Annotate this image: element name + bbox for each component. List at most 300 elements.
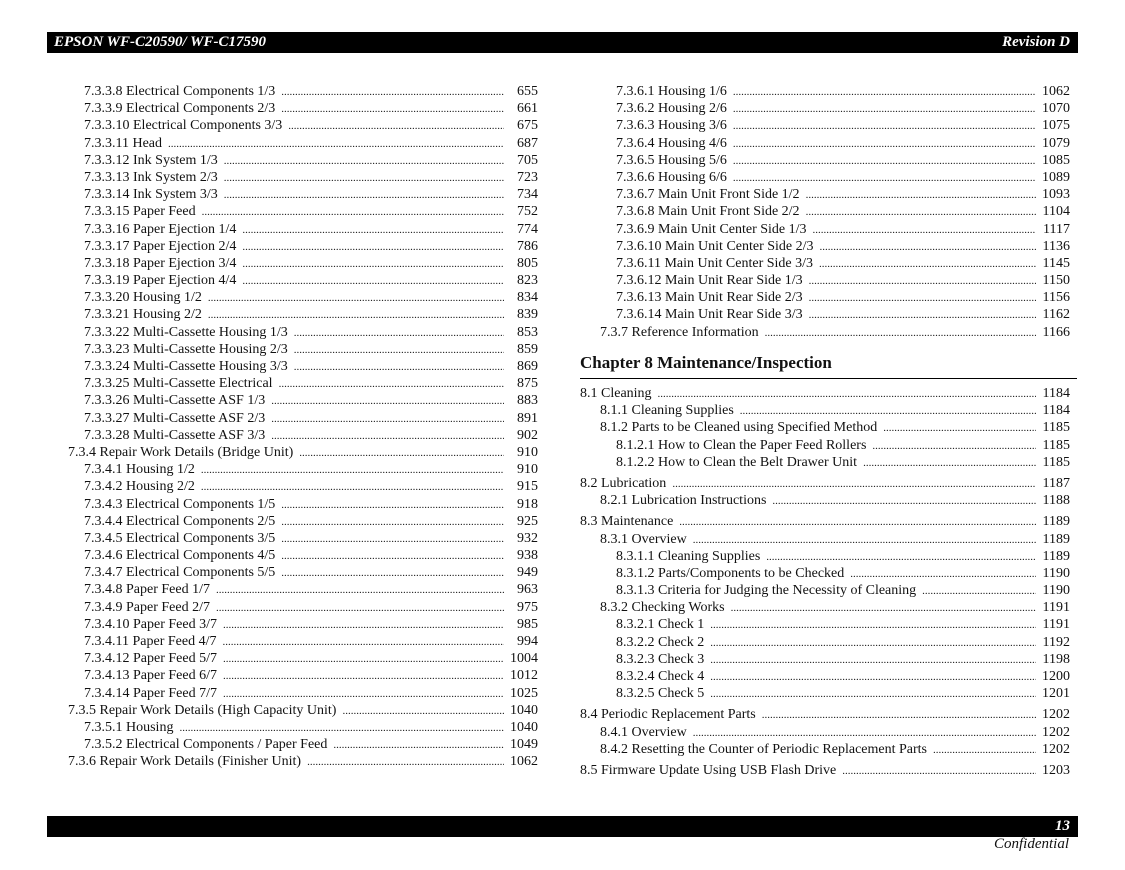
toc-leader-dots bbox=[201, 462, 504, 479]
toc-leader-dots bbox=[883, 420, 1036, 437]
toc-entry-title: 7.3.6.2 Housing 2/6 bbox=[616, 101, 727, 117]
toc-entry-page: 1189 bbox=[1042, 548, 1070, 564]
footer-bar bbox=[47, 816, 1078, 837]
document-title: EPSON WF-C20590/ WF-C17590 bbox=[54, 34, 266, 50]
toc-entry-page: 687 bbox=[517, 135, 538, 151]
toc-entry-title: 8.4.1 Overview bbox=[600, 724, 687, 740]
toc-entry[interactable] bbox=[580, 169, 1070, 186]
toc-entry-title: 7.3.4.13 Paper Feed 6/7 bbox=[84, 668, 217, 684]
toc-leader-dots bbox=[710, 669, 1036, 686]
toc-entry[interactable] bbox=[68, 100, 538, 117]
toc-entry[interactable] bbox=[580, 289, 1070, 306]
toc-leader-dots bbox=[733, 84, 1036, 101]
toc-leader-dots bbox=[806, 204, 1036, 221]
toc-leader-dots bbox=[733, 101, 1036, 118]
toc-entry[interactable] bbox=[580, 238, 1070, 255]
toc-leader-dots bbox=[766, 549, 1036, 566]
toc-entry-page: 925 bbox=[517, 513, 538, 529]
toc-entry[interactable] bbox=[580, 203, 1070, 220]
toc-entry-page: 1162 bbox=[1042, 307, 1070, 323]
header-bar bbox=[47, 32, 1078, 53]
toc-entry-page: 915 bbox=[517, 479, 538, 495]
toc-entry[interactable] bbox=[580, 100, 1070, 117]
toc-leader-dots bbox=[294, 342, 504, 359]
toc-leader-dots bbox=[710, 635, 1036, 652]
toc-entry-page: 1203 bbox=[1042, 762, 1070, 778]
toc-leader-dots bbox=[333, 737, 504, 754]
toc-entry-page: 875 bbox=[517, 376, 538, 392]
toc-entry-page: 1104 bbox=[1042, 204, 1070, 220]
toc-leader-dots bbox=[201, 479, 504, 496]
toc-entry[interactable] bbox=[580, 616, 1070, 633]
toc-entry-title: 7.3.3.23 Multi-Cassette Housing 2/3 bbox=[84, 341, 288, 357]
toc-entry-page: 1117 bbox=[1043, 221, 1070, 237]
toc-entry[interactable] bbox=[68, 152, 538, 169]
toc-entry-title: 7.3.6.13 Main Unit Rear Side 2/3 bbox=[616, 290, 803, 306]
toc-entry-title: 7.3.4.8 Paper Feed 1/7 bbox=[84, 582, 210, 598]
toc-entry-page: 1189 bbox=[1042, 531, 1070, 547]
toc-entry-page: 1202 bbox=[1042, 707, 1070, 723]
toc-entry[interactable] bbox=[68, 702, 538, 719]
toc-leader-dots bbox=[693, 725, 1036, 742]
toc-entry-page: 1198 bbox=[1042, 651, 1070, 667]
toc-entry[interactable] bbox=[580, 548, 1070, 565]
toc-entry-title: 7.3.3.20 Housing 1/2 bbox=[84, 290, 202, 306]
toc-entry-title: 8.3.1 Overview bbox=[600, 531, 687, 547]
toc-entry-title: 7.3.5 Repair Work Details (High Capacity Unit) bbox=[68, 702, 337, 718]
toc-entry-page: 1062 bbox=[1042, 84, 1070, 99]
toc-entry-page: 1075 bbox=[1042, 118, 1070, 134]
toc-entry[interactable] bbox=[68, 633, 538, 650]
toc-leader-dots bbox=[710, 652, 1036, 669]
toc-entry-title: 7.3.4.7 Electrical Components 5/5 bbox=[84, 565, 276, 581]
toc-leader-dots bbox=[271, 428, 504, 445]
toc-entry-page: 869 bbox=[517, 359, 538, 374]
toc-leader-dots bbox=[168, 136, 504, 153]
toc-entry[interactable] bbox=[68, 616, 538, 633]
toc-entry-title: 7.3.3.15 Paper Feed bbox=[84, 204, 196, 220]
confidential-label: Confidential bbox=[994, 836, 1069, 852]
toc-entry[interactable] bbox=[580, 83, 1070, 100]
toc-entry-title: 7.3.6.14 Main Unit Rear Side 3/3 bbox=[616, 307, 803, 323]
toc-entry-title: 8.3.2.1 Check 1 bbox=[616, 617, 705, 633]
toc-entry-title: 7.3.4.11 Paper Feed 4/7 bbox=[84, 634, 217, 649]
toc-entry-title: 8.1.1 Cleaning Supplies bbox=[600, 403, 734, 419]
toc-entry[interactable] bbox=[68, 530, 538, 547]
toc-leader-dots bbox=[809, 273, 1036, 290]
toc-entry-title: 8.3.1.2 Parts/Components to be Checked bbox=[616, 565, 845, 581]
toc-leader-dots bbox=[863, 455, 1036, 472]
toc-entry-page: 1187 bbox=[1042, 475, 1070, 491]
toc-entry-page: 1040 bbox=[510, 702, 538, 718]
toc-entry-page: 859 bbox=[517, 341, 538, 357]
toc-leader-dots bbox=[672, 476, 1036, 493]
toc-entry-page: 1025 bbox=[510, 685, 538, 701]
toc-leader-dots bbox=[222, 634, 504, 651]
toc-leader-dots bbox=[850, 566, 1036, 583]
toc-entry-title: 8.3.2 Checking Works bbox=[600, 600, 725, 616]
toc-entry-page: 1093 bbox=[1042, 187, 1070, 203]
toc-entry[interactable] bbox=[580, 186, 1070, 203]
toc-entry[interactable] bbox=[580, 402, 1070, 419]
toc-entry-page: 823 bbox=[517, 273, 538, 289]
toc-entry[interactable] bbox=[68, 444, 538, 461]
toc-entry-title: 7.3.3.11 Head bbox=[84, 135, 163, 151]
toc-entry[interactable] bbox=[68, 221, 538, 238]
toc-entry-page: 834 bbox=[517, 290, 538, 306]
toc-entry-title: 7.3.6 Repair Work Details (Finisher Unit) bbox=[68, 754, 302, 770]
toc-leader-dots bbox=[733, 118, 1036, 135]
toc-entry[interactable] bbox=[580, 724, 1070, 741]
toc-entry-page: 1189 bbox=[1042, 514, 1070, 530]
toc-entry-page: 918 bbox=[517, 496, 538, 512]
toc-entry-page: 910 bbox=[517, 444, 538, 460]
toc-leader-dots bbox=[809, 307, 1036, 324]
toc-leader-dots bbox=[809, 290, 1036, 307]
toc-leader-dots bbox=[806, 187, 1036, 204]
toc-entry[interactable] bbox=[68, 135, 538, 152]
toc-entry[interactable] bbox=[580, 419, 1070, 436]
toc-entry-title: 7.3.6.7 Main Unit Front Side 1/2 bbox=[616, 187, 800, 203]
toc-entry-title: 8.1.2.2 How to Clean the Belt Drawer Unit bbox=[616, 454, 858, 470]
toc-entry-page: 675 bbox=[517, 118, 538, 134]
toc-entry[interactable] bbox=[580, 152, 1070, 169]
toc-entry-page: 1185 bbox=[1042, 420, 1070, 436]
toc-entry-title: 7.3.3.24 Multi-Cassette Housing 3/3 bbox=[84, 359, 288, 374]
toc-entry[interactable] bbox=[580, 385, 1070, 402]
toc-leader-dots bbox=[271, 393, 504, 410]
toc-entry[interactable] bbox=[68, 736, 538, 753]
toc-entry-page: 1188 bbox=[1042, 493, 1070, 509]
toc-entry-title: 8.3.1.1 Cleaning Supplies bbox=[616, 548, 761, 564]
toc-entry[interactable] bbox=[68, 392, 538, 409]
toc-entry-title: 8.1 Cleaning bbox=[580, 386, 652, 401]
chapter-heading: Chapter 8 Maintenance/Inspection bbox=[580, 353, 1077, 379]
toc-leader-dots bbox=[242, 239, 504, 256]
toc-entry-title: 7.3.3.18 Paper Ejection 3/4 bbox=[84, 255, 237, 271]
toc-entry-title: 8.3.1.3 Criteria for Judging the Necessity of Cleaning bbox=[616, 583, 917, 599]
toc-leader-dots bbox=[224, 187, 504, 204]
revision-label: Revision D bbox=[1002, 34, 1070, 50]
toc-entry[interactable] bbox=[68, 255, 538, 272]
toc-entry[interactable] bbox=[68, 581, 538, 598]
toc-leader-dots bbox=[710, 617, 1036, 634]
toc-entry-title: 8.3.2.4 Check 4 bbox=[616, 669, 705, 684]
toc-entry-page: 963 bbox=[517, 582, 538, 598]
toc-entry[interactable] bbox=[580, 762, 1070, 779]
toc-entry-page: 1070 bbox=[1042, 101, 1070, 117]
toc-leader-dots bbox=[733, 136, 1036, 153]
toc-entry[interactable] bbox=[68, 650, 538, 667]
toc-entry-page: 1062 bbox=[510, 754, 538, 770]
toc-entry[interactable] bbox=[68, 358, 538, 375]
toc-entry[interactable] bbox=[68, 667, 538, 684]
toc-entry[interactable] bbox=[68, 169, 538, 186]
toc-entry[interactable] bbox=[68, 513, 538, 530]
toc-leader-dots bbox=[216, 582, 504, 599]
toc-entry-title: 7.3.4 Repair Work Details (Bridge Unit) bbox=[68, 444, 294, 460]
toc-leader-dots bbox=[281, 514, 504, 531]
toc-entry-title: 7.3.3.26 Multi-Cassette ASF 1/3 bbox=[84, 393, 266, 409]
toc-entry[interactable] bbox=[68, 375, 538, 392]
toc-entry-title: 7.3.3.22 Multi-Cassette Housing 1/3 bbox=[84, 324, 288, 340]
toc-leader-dots bbox=[299, 445, 504, 462]
toc-entry-title: 7.3.3.28 Multi-Cassette ASF 3/3 bbox=[84, 427, 266, 443]
toc-entry[interactable] bbox=[68, 238, 538, 255]
toc-entry[interactable] bbox=[580, 741, 1070, 758]
toc-leader-dots bbox=[281, 565, 504, 582]
toc-entry-page: 1079 bbox=[1042, 135, 1070, 151]
toc-leader-dots bbox=[772, 493, 1036, 510]
toc-leader-dots bbox=[294, 359, 504, 376]
toc-entry-page: 975 bbox=[517, 599, 538, 615]
toc-leader-dots bbox=[281, 497, 504, 514]
toc-entry[interactable] bbox=[68, 599, 538, 616]
toc-entry-page: 805 bbox=[517, 255, 538, 271]
toc-entry[interactable] bbox=[580, 437, 1070, 454]
toc-entry-title: 7.3.3.17 Paper Ejection 2/4 bbox=[84, 238, 237, 254]
toc-entry[interactable] bbox=[580, 565, 1070, 582]
toc-leader-dots bbox=[922, 583, 1036, 600]
toc-entry[interactable] bbox=[68, 685, 538, 702]
toc-entry[interactable] bbox=[68, 203, 538, 220]
toc-entry-page: 1191 bbox=[1042, 600, 1070, 616]
toc-leader-dots bbox=[288, 118, 504, 135]
toc-entry-title: 7.3.3.12 Ink System 1/3 bbox=[84, 152, 218, 168]
toc-entry-page: 938 bbox=[517, 548, 538, 564]
toc-entry-title: 8.4.2 Resetting the Counter of Periodic Replacement Parts bbox=[600, 741, 927, 757]
toc-entry-page: 853 bbox=[517, 324, 538, 340]
toc-right-column-top bbox=[580, 83, 1070, 341]
toc-leader-dots bbox=[710, 686, 1036, 703]
toc-entry-page: 1085 bbox=[1042, 152, 1070, 168]
toc-entry[interactable] bbox=[68, 186, 538, 203]
toc-leader-dots bbox=[679, 514, 1036, 531]
toc-entry-page: 1156 bbox=[1042, 290, 1070, 306]
toc-entry-page: 1012 bbox=[510, 668, 538, 684]
toc-entry-page: 786 bbox=[517, 238, 538, 254]
toc-entry-title: 8.4 Periodic Replacement Parts bbox=[580, 707, 756, 723]
toc-entry-title: 7.3.4.10 Paper Feed 3/7 bbox=[84, 616, 217, 632]
toc-entry-title: 7.3.5.2 Electrical Components / Paper Feed bbox=[84, 737, 328, 753]
toc-entry[interactable] bbox=[580, 255, 1070, 272]
toc-entry[interactable] bbox=[68, 427, 538, 444]
toc-entry[interactable] bbox=[68, 478, 538, 495]
toc-entry[interactable] bbox=[580, 492, 1070, 509]
toc-entry[interactable] bbox=[580, 475, 1070, 492]
toc-entry[interactable] bbox=[580, 582, 1070, 599]
toc-entry-title: 7.3.6.5 Housing 5/6 bbox=[616, 152, 727, 168]
toc-leader-dots bbox=[842, 763, 1036, 780]
toc-entry-title: 7.3.4.6 Electrical Components 4/5 bbox=[84, 548, 276, 564]
toc-entry-page: 1185 bbox=[1042, 454, 1070, 470]
toc-leader-dots bbox=[208, 290, 504, 307]
toc-entry-page: 661 bbox=[517, 101, 538, 117]
toc-entry-title: 7.3.4.2 Housing 2/2 bbox=[84, 479, 195, 495]
toc-entry[interactable] bbox=[580, 634, 1070, 651]
toc-entry-title: 7.3.6.4 Housing 4/6 bbox=[616, 135, 727, 151]
toc-entry-title: 7.3.4.3 Electrical Components 1/5 bbox=[84, 496, 276, 512]
toc-entry-page: 883 bbox=[517, 393, 538, 409]
toc-leader-dots bbox=[224, 153, 504, 170]
toc-entry-title: 7.3.4.1 Housing 1/2 bbox=[84, 462, 195, 478]
page-number: 13 bbox=[1055, 818, 1070, 834]
toc-entry-page: 902 bbox=[517, 427, 538, 443]
toc-entry-title: 7.3.4.12 Paper Feed 5/7 bbox=[84, 651, 217, 667]
toc-entry-page: 1184 bbox=[1042, 386, 1070, 401]
toc-entry[interactable] bbox=[68, 496, 538, 513]
toc-entry[interactable] bbox=[580, 513, 1070, 530]
toc-entry-page: 1150 bbox=[1042, 273, 1070, 289]
toc-entry[interactable] bbox=[580, 117, 1070, 134]
toc-entry[interactable] bbox=[580, 668, 1070, 685]
toc-entry[interactable] bbox=[68, 306, 538, 323]
toc-entry-title: 7.3.4.14 Paper Feed 7/7 bbox=[84, 685, 217, 701]
toc-entry[interactable] bbox=[68, 461, 538, 478]
toc-leader-dots bbox=[281, 531, 504, 548]
toc-entry[interactable] bbox=[68, 117, 538, 134]
toc-leader-dots bbox=[731, 600, 1036, 617]
toc-entry-page: 1185 bbox=[1042, 437, 1070, 453]
toc-leader-dots bbox=[693, 532, 1036, 549]
toc-entry-title: 8.3 Maintenance bbox=[580, 514, 674, 530]
toc-entry[interactable] bbox=[68, 289, 538, 306]
toc-leader-dots bbox=[179, 720, 504, 737]
toc-leader-dots bbox=[933, 742, 1036, 759]
toc-entry[interactable] bbox=[580, 272, 1070, 289]
toc-entry-title: 7.3.6.10 Main Unit Center Side 2/3 bbox=[616, 238, 814, 254]
toc-entry-page: 1202 bbox=[1042, 741, 1070, 757]
toc-leader-dots bbox=[271, 411, 504, 428]
toc-leader-dots bbox=[733, 170, 1036, 187]
toc-leader-dots bbox=[224, 170, 504, 187]
toc-entry-title: 8.2.1 Lubrication Instructions bbox=[600, 493, 767, 509]
toc-entry-title: 7.3.3.14 Ink System 3/3 bbox=[84, 187, 218, 203]
toc-entry-title: 8.3.2.2 Check 2 bbox=[616, 634, 705, 650]
toc-entry-page: 1190 bbox=[1042, 583, 1070, 599]
toc-entry-page: 1201 bbox=[1042, 686, 1070, 702]
toc-leader-dots bbox=[281, 84, 504, 101]
toc-entry-title: 7.3.3.16 Paper Ejection 1/4 bbox=[84, 221, 237, 237]
toc-entry-title: 7.3.3.13 Ink System 2/3 bbox=[84, 169, 218, 185]
toc-entry[interactable] bbox=[580, 706, 1070, 723]
toc-entry[interactable] bbox=[580, 306, 1070, 323]
toc-entry[interactable] bbox=[68, 341, 538, 358]
toc-entry-page: 1166 bbox=[1042, 324, 1070, 340]
toc-entry[interactable] bbox=[68, 83, 538, 100]
toc-entry-title: 7.3.7 Reference Information bbox=[600, 324, 759, 340]
toc-leader-dots bbox=[813, 222, 1036, 239]
toc-entry-page: 1136 bbox=[1042, 238, 1070, 254]
toc-entry-page: 1145 bbox=[1042, 255, 1070, 271]
toc-entry[interactable] bbox=[68, 753, 538, 770]
toc-leader-dots bbox=[820, 239, 1036, 256]
toc-leader-dots bbox=[307, 754, 504, 771]
toc-entry-title: 7.3.6.3 Housing 3/6 bbox=[616, 118, 727, 134]
toc-entry[interactable] bbox=[580, 324, 1070, 341]
toc-leader-dots bbox=[819, 256, 1036, 273]
toc-entry-page: 705 bbox=[517, 152, 538, 168]
toc-entry[interactable] bbox=[68, 564, 538, 581]
toc-leader-dots bbox=[342, 703, 504, 720]
toc-leader-dots bbox=[216, 600, 504, 617]
toc-entry-page: 1184 bbox=[1042, 403, 1070, 419]
toc-entry[interactable] bbox=[580, 221, 1070, 238]
toc-entry-page: 985 bbox=[517, 616, 538, 632]
toc-entry[interactable] bbox=[68, 272, 538, 289]
toc-entry[interactable] bbox=[580, 599, 1070, 616]
toc-entry[interactable] bbox=[580, 651, 1070, 668]
toc-leader-dots bbox=[281, 548, 504, 565]
toc-entry-title: 7.3.6.12 Main Unit Rear Side 1/3 bbox=[616, 273, 803, 289]
toc-leader-dots bbox=[733, 153, 1036, 170]
toc-leader-dots bbox=[242, 222, 504, 239]
toc-entry-page: 1190 bbox=[1042, 565, 1070, 581]
toc-leader-dots bbox=[223, 686, 504, 703]
toc-left-column bbox=[68, 83, 538, 771]
toc-leader-dots bbox=[279, 376, 504, 393]
toc-leader-dots bbox=[223, 617, 504, 634]
toc-entry-title: 7.3.6.9 Main Unit Center Side 1/3 bbox=[616, 221, 807, 237]
toc-entry-title: 8.2 Lubrication bbox=[580, 475, 667, 491]
toc-entry[interactable] bbox=[580, 454, 1070, 471]
toc-entry-title: 7.3.6.8 Main Unit Front Side 2/2 bbox=[616, 204, 800, 220]
toc-entry-page: 891 bbox=[517, 410, 538, 426]
toc-entry-title: 8.3.2.5 Check 5 bbox=[616, 686, 705, 702]
toc-entry[interactable] bbox=[580, 531, 1070, 548]
toc-entry-page: 1049 bbox=[510, 737, 538, 753]
toc-entry-page: 723 bbox=[517, 169, 538, 185]
toc-leader-dots bbox=[223, 668, 504, 685]
toc-leader-dots bbox=[765, 325, 1036, 342]
toc-entry-page: 1191 bbox=[1042, 617, 1070, 633]
toc-entry-title: 8.5 Firmware Update Using USB Flash Drive bbox=[580, 762, 837, 778]
toc-entry-title: 8.1.2.1 How to Clean the Paper Feed Rollers bbox=[616, 437, 867, 453]
toc-entry-title: 7.3.3.9 Electrical Components 2/3 bbox=[84, 101, 276, 117]
toc-leader-dots bbox=[242, 256, 504, 273]
toc-leader-dots bbox=[202, 204, 504, 221]
toc-entry-page: 655 bbox=[517, 84, 538, 99]
toc-entry-page: 1192 bbox=[1042, 634, 1070, 650]
toc-chapter-8-list bbox=[580, 385, 1070, 779]
toc-entry-page: 1040 bbox=[510, 719, 538, 735]
toc-entry[interactable] bbox=[580, 135, 1070, 152]
toc-entry-title: 7.3.3.25 Multi-Cassette Electrical bbox=[84, 376, 273, 392]
toc-entry-title: 7.3.4.4 Electrical Components 2/5 bbox=[84, 513, 276, 529]
toc-entry-page: 752 bbox=[517, 204, 538, 220]
toc-leader-dots bbox=[223, 651, 504, 668]
toc-entry-page: 774 bbox=[517, 221, 538, 237]
toc-entry[interactable] bbox=[68, 410, 538, 427]
toc-entry-page: 1089 bbox=[1042, 169, 1070, 185]
toc-leader-dots bbox=[762, 707, 1036, 724]
toc-leader-dots bbox=[872, 438, 1036, 455]
toc-entry-title: 7.3.6.11 Main Unit Center Side 3/3 bbox=[616, 255, 814, 271]
toc-entry[interactable] bbox=[68, 719, 538, 736]
toc-leader-dots bbox=[658, 386, 1036, 403]
toc-entry-title: 7.3.6.1 Housing 1/6 bbox=[616, 84, 727, 99]
toc-entry[interactable] bbox=[580, 685, 1070, 702]
toc-entry-title: 7.3.3.10 Electrical Components 3/3 bbox=[84, 118, 283, 134]
toc-leader-dots bbox=[242, 273, 504, 290]
toc-entry[interactable] bbox=[68, 324, 538, 341]
toc-entry-page: 1200 bbox=[1042, 669, 1070, 684]
toc-entry-title: 7.3.3.21 Housing 2/2 bbox=[84, 307, 202, 323]
toc-entry[interactable] bbox=[68, 547, 538, 564]
toc-leader-dots bbox=[208, 307, 504, 324]
toc-leader-dots bbox=[294, 325, 504, 342]
toc-entry-page: 839 bbox=[517, 307, 538, 323]
